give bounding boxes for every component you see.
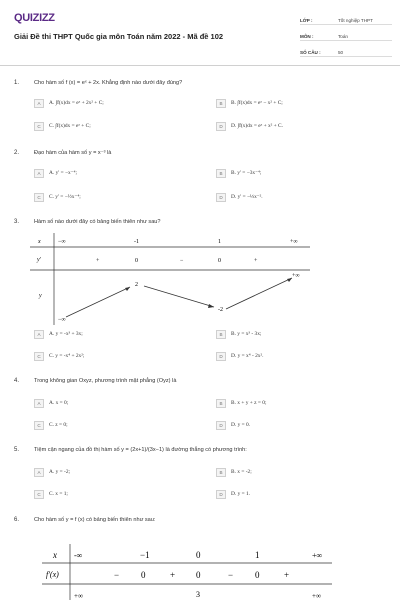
variation-table-q6	[42, 544, 332, 600]
option-text: A. y' = −x⁻⁴;	[49, 170, 77, 176]
option-text: B. x = -2;	[231, 469, 252, 475]
option-c[interactable]	[34, 489, 68, 499]
x-value: +∞	[312, 551, 323, 560]
arrow-head	[287, 278, 292, 282]
sign: +	[284, 570, 290, 580]
option-letter-box: D	[216, 352, 226, 361]
option-letter-box: C	[34, 122, 44, 131]
sign-zero: 0	[141, 570, 146, 580]
sign-zero: 0	[135, 258, 138, 264]
x-value: 1	[218, 239, 221, 245]
option-letter-box: D	[216, 421, 226, 430]
option-b[interactable]	[216, 98, 283, 108]
question-number: 5.	[14, 447, 20, 453]
x-value: 1	[255, 550, 260, 560]
option-text: A. x = 0;	[49, 400, 69, 406]
question-5	[14, 447, 390, 507]
option-letter-box: B	[216, 468, 226, 477]
question-text: Hàm số nào dưới đây có bảng biến thiên như sau?	[34, 219, 161, 225]
sign-zero: 0	[196, 570, 201, 580]
x-value: −∞	[58, 239, 66, 245]
sign: +	[170, 570, 176, 580]
meta-value: 50	[338, 50, 344, 55]
question-number: 1.	[14, 80, 20, 86]
question-4	[14, 378, 390, 438]
option-a[interactable]	[34, 329, 83, 339]
question-number: 6.	[14, 517, 20, 523]
x-value: -∞	[74, 551, 83, 560]
sign: +	[254, 258, 258, 264]
option-text: B. y = x³ - 3x;	[231, 331, 262, 337]
meta-key: SỐ CÂU :	[300, 50, 321, 55]
question-1	[14, 80, 390, 140]
sign: −	[114, 570, 120, 580]
question-number: 4.	[14, 378, 20, 384]
option-text: C. z = 0;	[49, 422, 68, 428]
option-text: D. y' = −⅓x⁻².	[231, 194, 263, 200]
question-text: Đạo hàm của hàm số y = x⁻³ là	[34, 150, 112, 156]
option-text: D. y = 1.	[231, 491, 251, 497]
option-c[interactable]	[34, 420, 68, 430]
meta-row-count	[300, 45, 392, 57]
question-text: Tiệm cận ngang của đồ thị hàm số y = (2x+1)/(3x−1) là đường thẳng có phương trình:	[34, 447, 247, 453]
option-letter-box: A	[34, 399, 44, 408]
option-text: C. x = 1;	[49, 491, 68, 497]
option-b[interactable]	[216, 329, 261, 339]
y-value: 2	[135, 282, 138, 288]
arrow-up	[226, 278, 292, 309]
option-letter-box: D	[216, 193, 226, 202]
option-b[interactable]	[216, 398, 266, 408]
option-d[interactable]	[216, 351, 263, 361]
question-3-options	[14, 329, 390, 369]
y-label: y	[39, 293, 42, 299]
question-6	[14, 517, 390, 537]
option-c[interactable]	[34, 192, 81, 202]
option-c[interactable]	[34, 351, 84, 361]
option-letter-box: C	[34, 490, 44, 499]
option-d[interactable]	[216, 489, 250, 499]
document-header	[0, 0, 400, 66]
x-label: x	[38, 239, 41, 245]
meta-row-class	[300, 13, 392, 25]
sign: −	[228, 570, 234, 580]
option-text: D. y = 0.	[231, 422, 251, 428]
option-text: D. y = x⁴ - 2x².	[231, 353, 264, 359]
option-letter-box: B	[216, 330, 226, 339]
option-letter-box: C	[34, 421, 44, 430]
question-text: Cho hàm số y = f (x) có bảng biến thiên như sau:	[34, 517, 156, 523]
meta-row-subject	[300, 29, 392, 41]
sign: +	[96, 258, 100, 264]
option-c[interactable]	[34, 121, 91, 131]
x-value: -1	[134, 239, 139, 245]
option-text: C. y' = −½x⁻⁴;	[49, 194, 81, 200]
y-value: 3	[196, 590, 200, 599]
meta-key: MÔN :	[300, 34, 314, 39]
option-letter-box: B	[216, 169, 226, 178]
option-text: A. y = -x³ + 3x;	[49, 331, 83, 337]
option-letter-box: D	[216, 122, 226, 131]
arrow-head	[208, 304, 214, 308]
option-letter-box: D	[216, 490, 226, 499]
option-letter-box: A	[34, 99, 44, 108]
variation-table-svg	[42, 544, 332, 600]
option-letter-box: C	[34, 193, 44, 202]
arrow-down	[144, 286, 214, 307]
meta-key: LỚP :	[300, 18, 313, 23]
option-text: A. y = -2;	[49, 469, 71, 475]
option-a[interactable]	[34, 467, 70, 477]
option-a[interactable]	[34, 398, 68, 408]
option-letter-box: C	[34, 352, 44, 361]
variation-table-q3	[30, 233, 310, 325]
sign-zero: 0	[218, 258, 221, 264]
meta-info	[300, 13, 392, 61]
arrow-head	[125, 287, 130, 291]
option-d[interactable]	[216, 192, 263, 202]
y-value: −∞	[58, 317, 66, 323]
question-number: 2.	[14, 150, 20, 156]
meta-value: Tốt nghiệp THPT	[338, 18, 373, 23]
sign-zero: 0	[255, 570, 260, 580]
fprime-label: f'(x)	[46, 570, 59, 579]
document-title: Giải Đề thi THPT Quốc gia môn Toán năm 2022 - Mã đề 102	[14, 32, 224, 41]
y-value: +∞	[292, 273, 300, 279]
question-number: 3.	[14, 219, 20, 225]
y-value: +∞	[312, 592, 321, 600]
option-text: B. ∫f(x)dx = eˣ − x² + C;	[231, 100, 283, 106]
option-b[interactable]	[216, 467, 252, 477]
option-a[interactable]	[34, 98, 104, 108]
question-text: Cho hàm số f (x) = eˣ + 2x. Khẳng định nào dưới đây đúng?	[34, 80, 183, 86]
option-letter-box: A	[34, 169, 44, 178]
option-d[interactable]	[216, 121, 283, 131]
option-letter-box: B	[216, 99, 226, 108]
sign: −	[180, 258, 184, 264]
quizizz-logo: QUIZIZZ	[14, 12, 55, 24]
option-text: D. ∫f(x)dx = eˣ + x² + C.	[231, 123, 283, 129]
question-2	[14, 150, 390, 210]
option-text: A. ∫f(x)dx = eˣ + 2x² + C;	[49, 100, 104, 106]
option-letter-box: B	[216, 399, 226, 408]
arrow-up	[66, 287, 130, 317]
option-letter-box: A	[34, 468, 44, 477]
x-value: 0	[196, 550, 201, 560]
option-text: B. y' = −3x⁻⁴;	[231, 170, 262, 176]
x-value: −1	[140, 550, 150, 560]
meta-value: Toán	[338, 34, 348, 39]
y-value: -2	[218, 307, 223, 313]
yprime-label: y'	[37, 257, 41, 263]
variation-table-svg	[30, 233, 310, 325]
option-letter-box: A	[34, 330, 44, 339]
option-b[interactable]	[216, 168, 261, 178]
question-text: Trong không gian Oxyz, phương trình mặt phẳng (Oyz) là	[34, 378, 177, 384]
option-a[interactable]	[34, 168, 77, 178]
x-value: +∞	[290, 239, 298, 245]
option-text: C. ∫f(x)dx = eˣ + C;	[49, 123, 91, 129]
option-d[interactable]	[216, 420, 250, 430]
option-text: B. x + y + z = 0;	[231, 400, 267, 406]
y-value: +∞	[74, 592, 83, 600]
option-text: C. y = -x⁴ + 2x²;	[49, 353, 85, 359]
x-label: x	[53, 550, 57, 560]
